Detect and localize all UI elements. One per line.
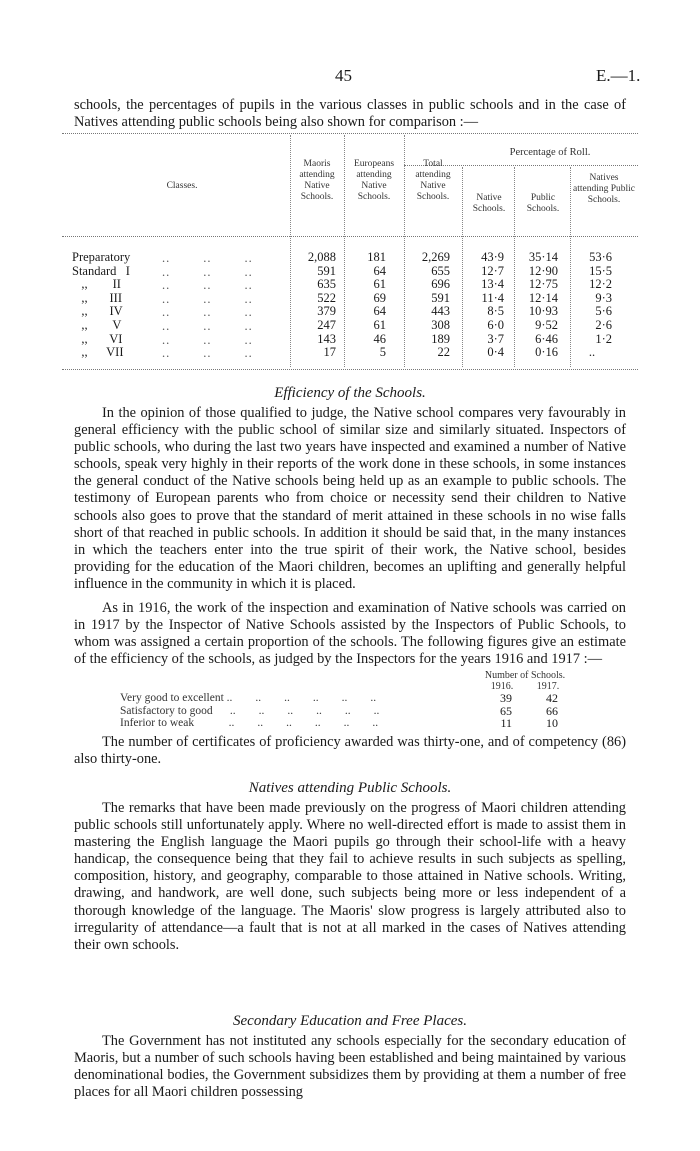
leader-dots: .. .. ..: [162, 264, 253, 279]
row-label: ,, II: [72, 277, 121, 292]
efficiency-row-label: Very good to excellent .. .. .. .. .. ..: [120, 692, 377, 704]
cell-total: 189: [431, 331, 450, 346]
cell-europeans: 46: [373, 331, 386, 346]
col-divider: [404, 135, 405, 367]
row-label: Preparatory: [72, 250, 131, 264]
page-number: 45: [335, 66, 352, 85]
cell-pct-natives-public: 12·2: [589, 277, 612, 292]
row-label: ,, III: [72, 290, 122, 305]
cell-pct-native: 0·4: [487, 345, 504, 360]
cell-pct-natives-public: 53·6: [589, 250, 612, 264]
col-header-pct-public: Public Schools.: [526, 193, 560, 214]
secondary-paragraph: The Government has not instituted any schools especially for the secondary education of Maoris, but a number of such schools having been established and being maintained by various denominational bodies, the Government subsidizes them by providing at them a number of free places for all Maori children possessing: [74, 1033, 626, 1101]
table-bottom-rule: [62, 369, 638, 370]
col-divider: [514, 167, 515, 367]
efficiency-year-1917: 1917.: [536, 681, 560, 692]
cell-pct-public: 6·46: [535, 331, 558, 346]
cell-pct-public: 35·14: [528, 250, 558, 264]
cell-europeans: 64: [373, 304, 386, 319]
table-top-rule: [62, 133, 638, 134]
cell-pct-public: 12·75: [528, 277, 558, 292]
natives-public-paragraph: The remarks that have been made previously on the progress of Maori children attending public schools still unfortunately apply. Where no well-directed effort is made to assist them in mastering the English language the Maori pupils go through their school-life with a heavy handicap, the consequence being that they fail to achieve results in such subjects as spelling, composition, history, and geography, comparable to those attained in Native schools. Writing, drawing, and handwork, are well done, such subjects being more or less independent of a thorough knowledge of the language. The Maoris' slow progress is largely attributed also to irregularity of attendance—a fault that is not at all marked in the cases of Natives attending their own schools.: [74, 800, 626, 953]
efficiency-row-label: Satisfactory to good .. .. .. .. .. ..: [120, 704, 380, 717]
table-header-rule: [62, 236, 638, 237]
cell-pct-natives-public: 1·2: [595, 331, 612, 346]
cell-pct-public: 10·93: [528, 304, 558, 319]
efficiency-count-y1916: 11: [500, 716, 512, 730]
cell-maoris: 2,088: [307, 250, 336, 264]
efficiency-count-y1917: 66: [546, 703, 558, 718]
leader-dots: .. .. ..: [162, 251, 253, 265]
cell-total: 591: [431, 290, 450, 305]
cell-pct-native: 3·7: [487, 331, 504, 346]
leader-dots: .. .. ..: [162, 319, 253, 333]
cell-maoris: 17: [323, 345, 336, 360]
cell-europeans: 69: [373, 290, 386, 305]
cell-maoris: 379: [317, 304, 336, 319]
cell-pct-public: 0·16: [535, 345, 558, 360]
col-divider: [570, 167, 571, 367]
cell-maoris: 522: [317, 290, 336, 305]
section-heading-secondary: Secondary Education and Free Places.: [233, 1013, 467, 1029]
cell-pct-public: 12·90: [528, 263, 558, 278]
col-group-percentage: Percentage of Roll.: [509, 147, 591, 158]
col-header-pct-native: Native Schools.: [472, 193, 506, 214]
intro-paragraph: schools, the percentages of pupils in the various classes in public schools and in the case of Natives attending public schools being also shown for comparison :—: [74, 97, 626, 131]
leader-dots: .. .. ..: [162, 332, 253, 347]
efficiency-row-label: Inferior to weak .. .. .. .. .. ..: [120, 717, 379, 729]
col-header-europeans: Europeans attending Native Schools.: [353, 159, 395, 202]
document-reference: E.—1.: [596, 66, 641, 85]
cell-pct-public: 12·14: [528, 290, 558, 305]
efficiency-table-heading: Number of Schools.: [484, 670, 566, 681]
cell-total: 655: [431, 263, 450, 278]
cell-pct-native: 11·4: [481, 290, 504, 305]
cell-pct-native: 6·0: [487, 318, 504, 332]
cell-maoris: 143: [317, 331, 336, 346]
cell-europeans: 5: [379, 345, 386, 360]
cell-pct-natives-public: 9·3: [595, 290, 612, 305]
section-heading-natives-public: Natives attending Public Schools.: [248, 780, 452, 796]
cell-pct-natives-public: 5·6: [595, 304, 612, 319]
efficiency-paragraph-2: As in 1916, the work of the inspection and examination of Native schools was carried on in 1917 by the Inspector of Native Schools assisted by the Inspectors of Public Schools, to whom was assigned a certain proportion of the schools. The following figures give an estimate of the efficiency of the schools, as judged by the Inspectors for the years 1916 and 1917 :—: [74, 600, 626, 668]
cell-total: 2,269: [421, 250, 450, 264]
cell-total: 308: [431, 318, 450, 332]
efficiency-count-y1917: 42: [546, 691, 558, 705]
leader-dots: .. .. ..: [162, 305, 253, 320]
col-header-pct-natives-public: Natives attending Public Schools.: [572, 173, 635, 205]
cell-pct-native: 12·7: [481, 263, 504, 278]
cell-europeans: 64: [373, 263, 386, 278]
efficiency-count-y1916: 65: [500, 703, 512, 718]
certificates-paragraph: The number of certificates of proficiency awarded was thirty-one, and of competency (86) also thirty-one.: [74, 734, 626, 768]
col-header-classes: Classes.: [166, 181, 198, 191]
row-label: ,, V: [72, 318, 122, 332]
cell-pct-native: 43·9: [481, 250, 504, 264]
row-label: Standard I: [72, 263, 130, 278]
leader-dots: .. .. ..: [162, 291, 253, 306]
cell-europeans: 61: [373, 318, 386, 332]
cell-total: 443: [431, 304, 450, 319]
col-divider: [462, 167, 463, 367]
cell-pct-natives-public: 2·6: [595, 318, 612, 332]
cell-maoris: 635: [317, 277, 336, 292]
row-label: ,, IV: [72, 304, 123, 319]
cell-pct-native: 8·5: [487, 304, 504, 319]
row-label: ,, VI: [72, 331, 123, 346]
cell-pct-native: 13·4: [481, 277, 504, 292]
cell-pct-natives-public: 15·5: [589, 263, 612, 278]
cell-pct-public: 9·52: [535, 318, 558, 332]
col-header-total: Total attending Native Schools.: [415, 159, 451, 202]
cell-total: 696: [431, 277, 450, 292]
enrolment-table: [62, 133, 638, 371]
efficiency-year-1916: 1916.: [490, 681, 514, 692]
efficiency-paragraph-1: In the opinion of those qualified to judge, the Native school compares very favourably in general efficiency with the public school of similar size and similarly situated. Inspectors of public schools, who during the last two years have inspected and examined a number of Native schools, speak very highly in their reports of the work done in these schools, in some instances the general conduct of the Native schools being held up as an example to public schools. The testimony of European parents who from choice or necessity send their children to Native schools also goes to prove that the standard of merit attained in these schools in no wise falls short of that reached in public schools. In addition it should be said that, in the many instances in which the teachers enter into the true spirit of their work, the Native school, besides providing for the education of the Maori children, becomes an uplifting and generally helpful influence in the community in which it is placed.: [74, 405, 626, 592]
col-divider: [290, 135, 291, 367]
section-heading-efficiency: Efficiency of the Schools.: [274, 385, 426, 401]
leader-dots: .. .. ..: [162, 346, 253, 361]
cell-europeans: 61: [373, 277, 386, 292]
cell-total: 22: [437, 345, 450, 360]
leader-dots: .. .. ..: [162, 278, 253, 293]
col-header-maoris: Maoris attending Native Schools.: [299, 159, 335, 202]
cell-maoris: 247: [317, 318, 336, 332]
efficiency-count-y1916: 39: [500, 691, 512, 705]
cell-maoris: 591: [317, 263, 336, 278]
row-label: ,, VII: [72, 345, 124, 360]
cell-europeans: 181: [367, 250, 386, 264]
cell-pct-natives-public: ..: [588, 345, 596, 360]
efficiency-count-y1917: 10: [546, 716, 558, 730]
col-divider: [344, 135, 345, 367]
